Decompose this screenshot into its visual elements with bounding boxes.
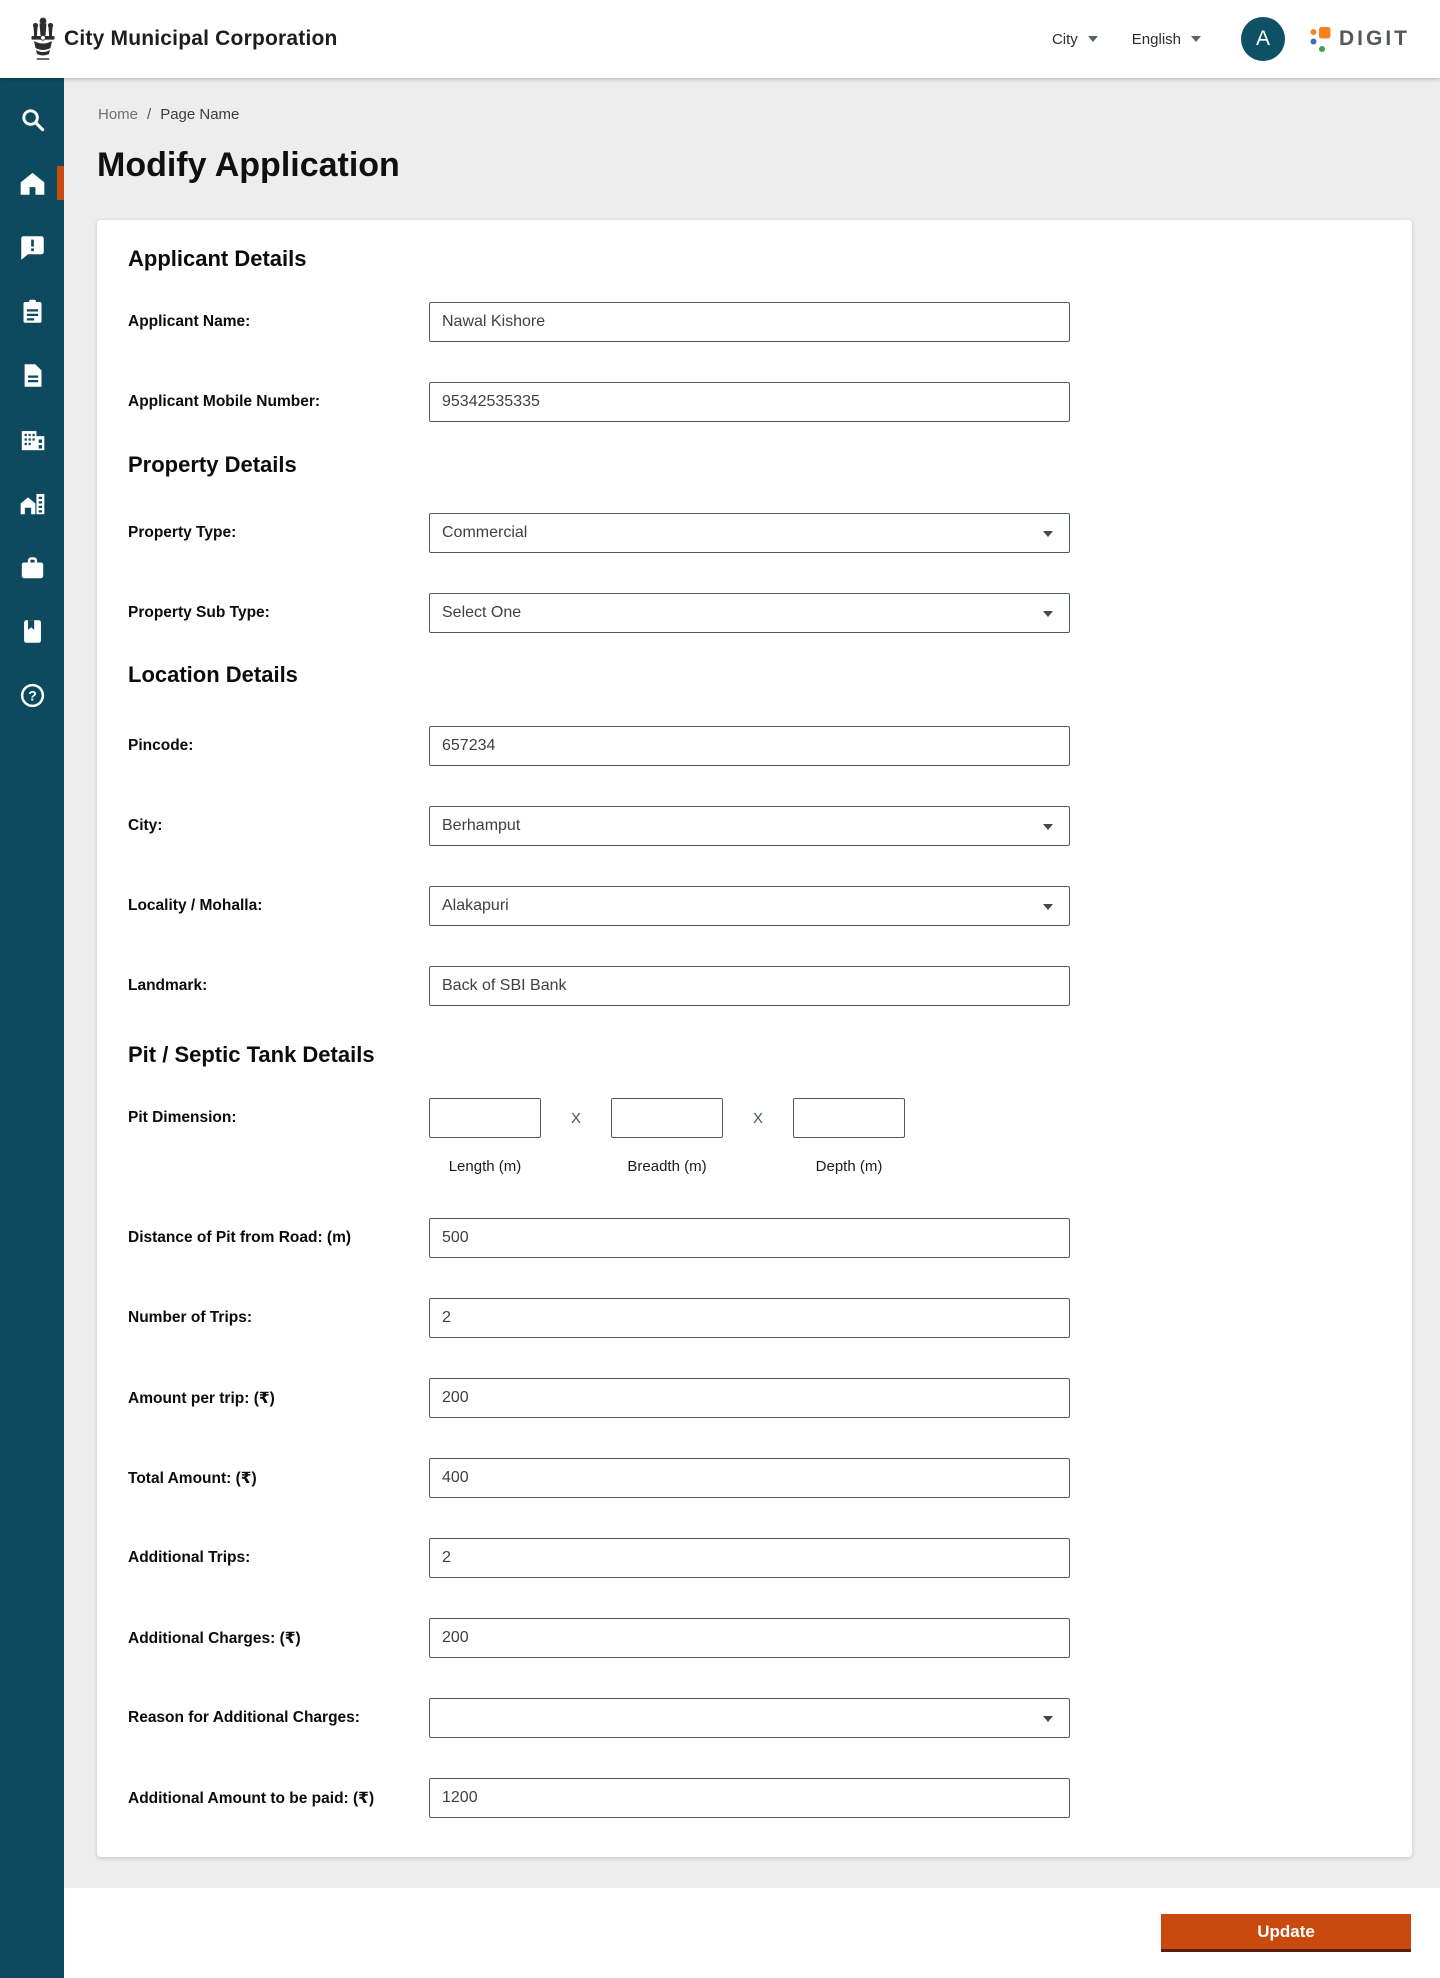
reason-select[interactable]: [429, 1698, 1070, 1738]
locality-label: Locality / Mohalla:: [128, 897, 263, 914]
field-row-additional-amount: [128, 1778, 1378, 1818]
dimension-separator: X: [752, 1109, 763, 1127]
breadcrumb-home-link[interactable]: Home: [98, 106, 139, 123]
field-row-property-subtype: [128, 593, 1378, 633]
amount-per-trip-input[interactable]: [429, 1378, 1070, 1418]
digit-brand-logo: [1309, 26, 1410, 53]
section-heading-applicant-details: Applicant Details: [128, 246, 307, 271]
city-label: City:: [128, 817, 163, 834]
app-title: City Municipal Corporation: [64, 27, 338, 50]
landmark-label: Landmark:: [128, 977, 208, 994]
announcement-icon: [19, 234, 46, 261]
section-heading-pit-details: Pit / Septic Tank Details: [128, 1042, 375, 1067]
home-icon: [19, 170, 46, 197]
additional-amount-input[interactable]: [429, 1778, 1070, 1818]
property-subtype-label: Property Sub Type:: [128, 604, 270, 621]
locality-select[interactable]: [429, 886, 1070, 926]
city-dropdown[interactable]: [1052, 31, 1098, 48]
field-row-pit-dimension: [128, 1098, 1378, 1138]
sidebar-item-search[interactable]: [0, 99, 64, 139]
field-row-pit-distance: [128, 1218, 1378, 1258]
digit-dots-icon: [1309, 26, 1334, 53]
city-select[interactable]: [429, 806, 1070, 846]
field-row-additional-charges: [128, 1618, 1378, 1658]
sidebar-item-documents[interactable]: [0, 355, 64, 395]
home-work-icon: [19, 490, 46, 517]
city-value: Berhamput: [442, 817, 521, 834]
chevron-down-icon: [1043, 824, 1053, 830]
sidebar-item-building[interactable]: [0, 419, 64, 459]
content-area: [64, 78, 1440, 1978]
additional-charges-label: Additional Charges: (₹): [128, 1629, 301, 1647]
digit-brand-text: DIGIT: [1339, 27, 1410, 50]
svg-text:?: ?: [27, 686, 37, 703]
total-amount-label: Total Amount: (₹): [128, 1469, 257, 1487]
applicant-mobile-input[interactable]: [429, 382, 1070, 422]
chevron-down-icon: [1043, 904, 1053, 910]
applicant-mobile-label: Applicant Mobile Number:: [128, 393, 321, 410]
field-row-locality: [128, 886, 1378, 926]
page-title: Modify Application: [97, 146, 400, 184]
trips-label: Number of Trips:: [128, 1309, 253, 1326]
form-card: [97, 220, 1412, 1857]
field-row-applicant-name: [128, 302, 1378, 342]
sidebar-item-help[interactable]: [0, 675, 64, 715]
breadcrumb: [98, 106, 239, 123]
length-sublabel: Length (m): [448, 1158, 522, 1175]
field-row-landmark: [128, 966, 1378, 1006]
sidebar-item-work[interactable]: [0, 547, 64, 587]
additional-charges-input[interactable]: [429, 1618, 1070, 1658]
depth-sublabel: Depth (m): [815, 1158, 883, 1175]
field-row-additional-trips: [128, 1538, 1378, 1578]
property-type-value: Commercial: [442, 524, 528, 541]
field-row-city: [128, 806, 1378, 846]
sidebar-item-announcement[interactable]: [0, 227, 64, 267]
user-avatar[interactable]: [1241, 17, 1285, 61]
pit-breadth-input[interactable]: [611, 1098, 723, 1138]
avatar-initial: A: [1255, 27, 1270, 50]
national-emblem-logo: [30, 13, 56, 65]
pit-distance-input[interactable]: [429, 1218, 1070, 1258]
additional-amount-label: Additional Amount to be paid: (₹): [128, 1789, 375, 1807]
sidebar-item-guide[interactable]: [0, 611, 64, 651]
sidebar-item-home-work[interactable]: [0, 483, 64, 523]
pit-distance-label: Distance of Pit from Road: (m): [128, 1229, 352, 1246]
pit-length-input[interactable]: [429, 1098, 541, 1138]
applicant-name-label: Applicant Name:: [128, 313, 251, 330]
dimension-separator: X: [570, 1109, 581, 1127]
amount-per-trip-label: Amount per trip: (₹): [128, 1389, 275, 1407]
pincode-label: Pincode:: [128, 737, 194, 754]
language-dropdown-label: English: [1131, 30, 1181, 48]
chevron-down-icon: [1043, 1716, 1053, 1722]
active-nav-indicator: [57, 166, 64, 200]
field-row-applicant-mobile: [128, 382, 1378, 422]
property-subtype-value: Select One: [442, 604, 522, 621]
pit-depth-input[interactable]: [793, 1098, 905, 1138]
field-row-property-type: [128, 513, 1378, 553]
language-dropdown[interactable]: [1132, 31, 1201, 48]
breadcrumb-separator: /: [147, 106, 152, 123]
briefcase-icon: [19, 554, 46, 581]
sidebar-item-home[interactable]: [0, 163, 64, 203]
field-row-pincode: [128, 726, 1378, 766]
breadcrumb-current: Page Name: [160, 106, 240, 123]
chevron-down-icon: [1191, 36, 1201, 42]
landmark-input[interactable]: [429, 966, 1070, 1006]
book-bookmark-icon: [19, 618, 46, 645]
field-row-number-of-trips: [128, 1298, 1378, 1338]
property-type-select[interactable]: [429, 513, 1070, 553]
additional-trips-input[interactable]: [429, 1538, 1070, 1578]
help-icon: [19, 682, 46, 709]
pit-dimension-sublabels: [128, 1158, 1378, 1178]
total-amount-input[interactable]: [429, 1458, 1070, 1498]
chevron-down-icon: [1043, 611, 1053, 617]
applicant-name-input[interactable]: [429, 302, 1070, 342]
breadth-sublabel: Breadth (m): [627, 1158, 707, 1175]
trips-input[interactable]: [429, 1298, 1070, 1338]
reason-label: Reason for Additional Charges:: [128, 1709, 360, 1726]
field-row-amount-per-trip: [128, 1378, 1378, 1418]
city-dropdown-label: City: [1051, 30, 1078, 48]
top-header: [0, 0, 1440, 78]
sidebar-item-applications[interactable]: [0, 291, 64, 331]
field-row-reason-additional-charges: [128, 1698, 1378, 1738]
property-subtype-select[interactable]: [429, 593, 1070, 633]
pincode-input[interactable]: [429, 726, 1070, 766]
pit-dimension-label: Pit Dimension:: [128, 1109, 237, 1126]
update-button[interactable]: Update: [1161, 1914, 1411, 1952]
additional-trips-label: Additional Trips:: [128, 1549, 251, 1566]
left-nav-sidebar: [0, 78, 64, 1978]
property-type-label: Property Type:: [128, 524, 237, 541]
building-icon: [19, 426, 46, 453]
chevron-down-icon: [1088, 36, 1098, 42]
clipboard-icon: [19, 298, 46, 325]
section-heading-property-details: Property Details: [128, 452, 297, 477]
action-footer: [64, 1888, 1440, 1978]
section-heading-location-details: Location Details: [128, 662, 298, 687]
field-row-total-amount: [128, 1458, 1378, 1498]
chevron-down-icon: [1043, 531, 1053, 537]
locality-value: Alakapuri: [442, 897, 509, 914]
search-icon: [19, 106, 46, 133]
document-icon: [19, 362, 46, 389]
